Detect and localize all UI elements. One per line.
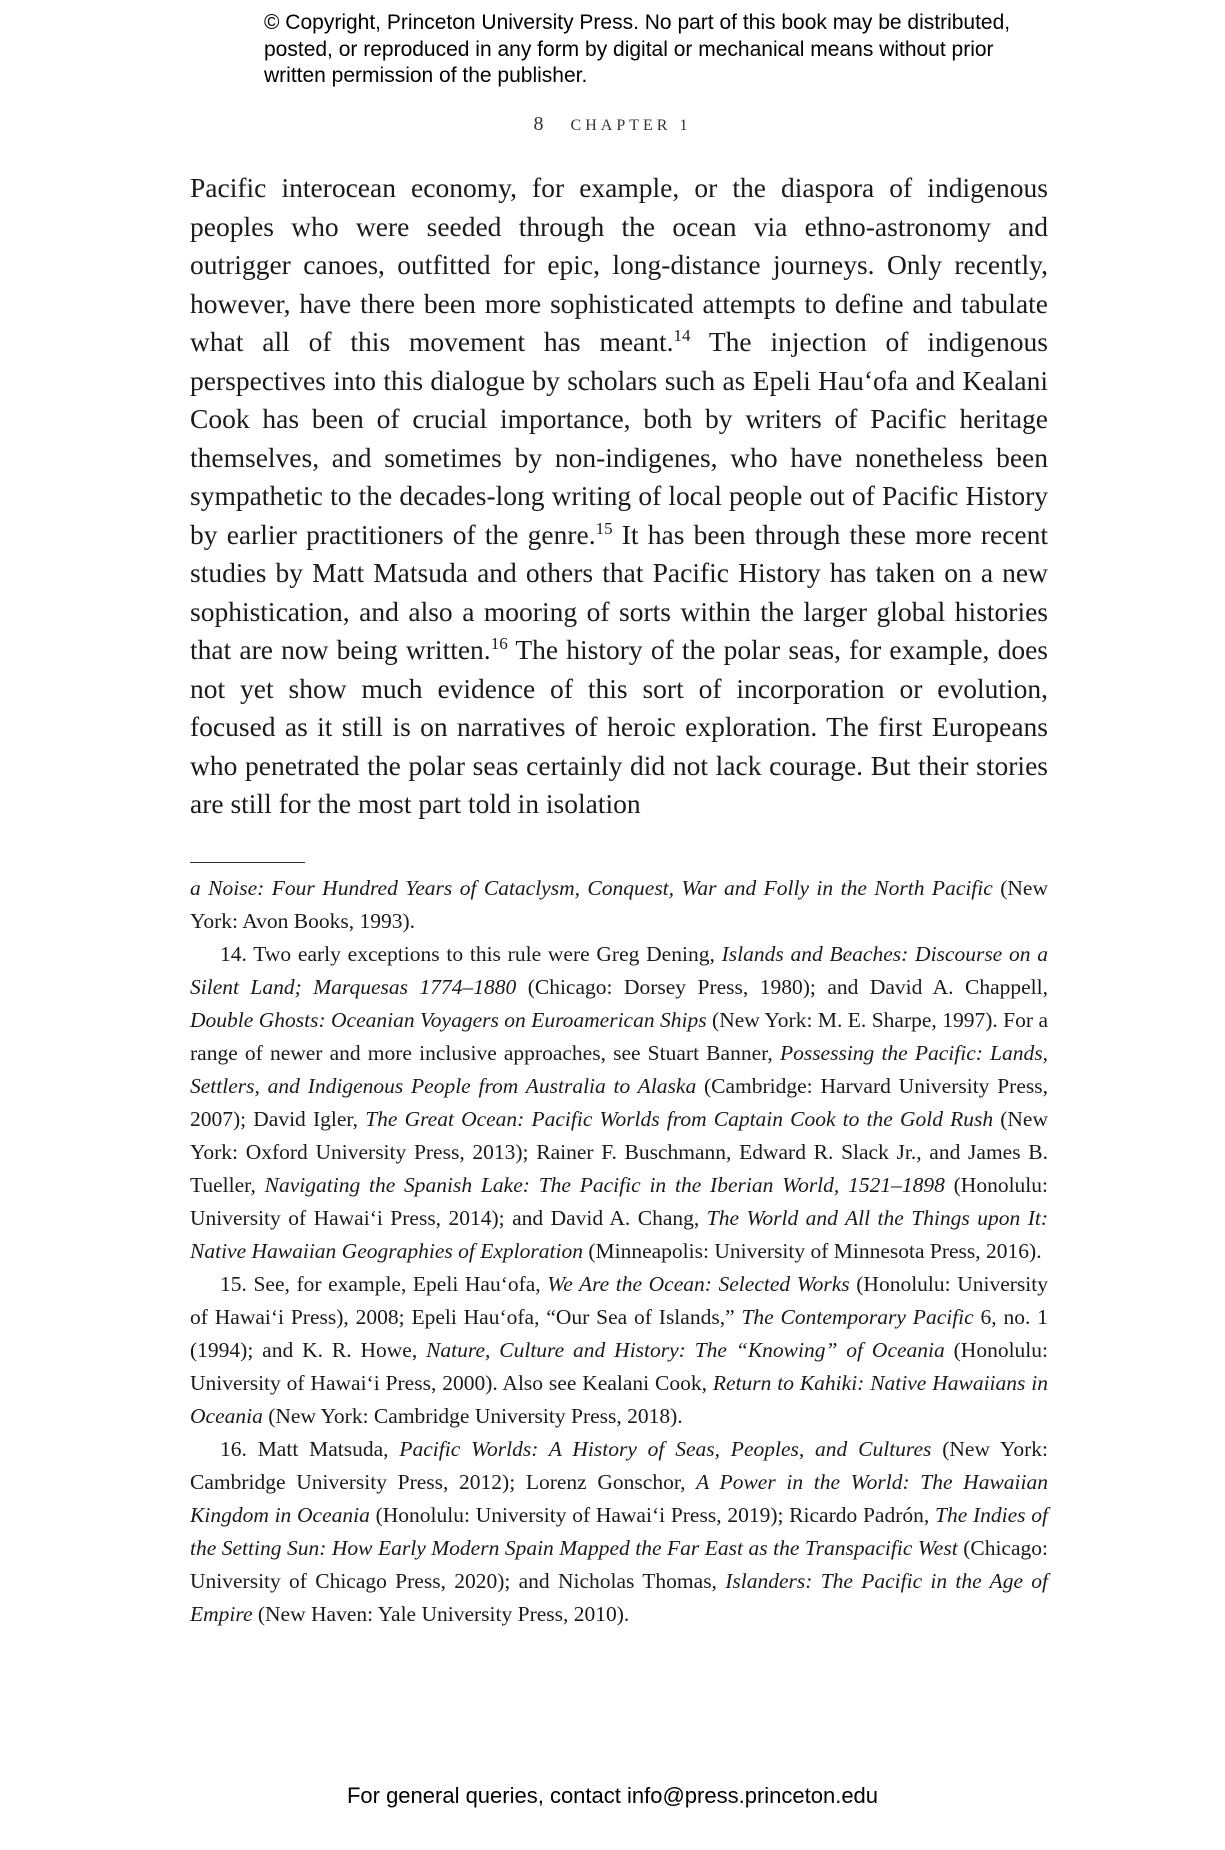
cited-title: The Indies of the Setting Sun: How Early Modern Spain Mapped the Far East as the Transpacific West	[190, 1503, 1048, 1560]
cited-title: Nature, Culture and History: The “Knowing” of Oceania	[426, 1338, 945, 1362]
main-text	[190, 169, 1048, 824]
footnote-text: 14. Two early exceptions to this rule were Greg Dening,	[220, 942, 722, 966]
footnote-text: (Chicago: Dorsey Press, 1980); and David A. Chappell,	[516, 975, 1049, 999]
cited-title: Double Ghosts: Oceanian Voyagers on Euroamerican Ships	[190, 1008, 707, 1032]
footnote-text: (Honolulu: University of Hawaiʻi Press, 2019); Ricardo Padrón,	[369, 1503, 935, 1527]
footnote-text: (New York: Oxford University Press, 2013); Rainer F. Buschmann, Edward R. Slack Jr., and James B. Tueller,	[190, 1107, 1048, 1197]
cited-title: Islands and Beaches: Discourse on a Silent Land; Marquesas 1774–1880	[190, 942, 1049, 999]
cited-title: We Are the Ocean: Selected Works	[547, 1272, 850, 1296]
footnote-text: 15. See, for example, Epeli Hauʻofa,	[220, 1272, 548, 1296]
body-text-segment: Pacific interocean economy, for example, or the diaspora of indigenous peoples who were seeded through the ocean via ethno-astronomy and outrigger canoes, outfitted for epic, long-distance journeys. Only recently, however, have there been more sophisticated attempts to define and tabulate what all of this movement has meant.	[190, 172, 1048, 357]
footnote-text: 16. Matt Matsuda,	[220, 1437, 400, 1461]
cited-title: a Noise: Four Hundred Years of Cataclysm, Conquest, War and Folly in the North Pacific	[190, 876, 993, 900]
body-text-segment: It has been through these more recent studies by Matt Matsuda and others that Pacific History has taken on a new sophistication, and also a mooring of sorts within the larger global histories that are now being written.	[190, 518, 1049, 665]
cited-title: The Great Ocean: Pacific Worlds from Captain Cook to the Gold Rush	[365, 1107, 994, 1131]
footnote-ref-14: 14	[673, 325, 691, 345]
footnote-text: (Minneapolis: University of Minnesota Press, 2016).	[582, 1239, 1042, 1263]
footnote-16	[190, 1433, 1048, 1631]
footnote-text: (New York: Cambridge University Press, 2012); Lorenz Gonschor,	[190, 1437, 1049, 1494]
footnote-text: (Honolulu: University of Hawaiʻi Press, 2000). Also see Kealani Cook,	[190, 1338, 1048, 1395]
footnote-text: (Cambridge: Harvard University Press, 2007); David Igler,	[190, 1074, 1048, 1131]
cited-title: A Power in the World: The Hawaiian Kingdom in Oceania	[190, 1470, 1048, 1527]
footnote-text: 6, no. 1 (1994); and K. R. Howe,	[190, 1305, 1048, 1362]
footer-contact: For general queries, contact info@press.princeton.edu	[346, 1783, 879, 1808]
body-paragraph	[190, 169, 1048, 824]
footnote-continuation	[190, 872, 1048, 938]
footnotes	[190, 872, 1048, 1631]
chapter-label: CHAPTER 1	[570, 117, 692, 134]
footnote-ref-16: 16	[490, 633, 508, 653]
footnote-divider	[190, 862, 305, 863]
running-head	[0, 113, 1225, 136]
cited-title: Pacific Worlds: A History of Seas, Peoples, and Cultures	[399, 1437, 932, 1461]
footnote-text: (New Haven: Yale University Press, 2010).	[252, 1602, 630, 1626]
cited-title: The World and All the Things upon It: Native Hawaiian Geographies of Exploration	[190, 1206, 1048, 1263]
cited-title: Possessing the Pacific: Lands, Settlers, and Indigenous People from Australia to Alaska	[190, 1041, 1048, 1098]
footnote-text: (Honolulu: University of Hawaiʻi Press, 2014); and David A. Chang,	[190, 1173, 1049, 1230]
body-text-segment: The history of the polar seas, for example, does not yet show much evidence of this sort of incorporation or evolution, focused as it still is on narratives of heroic exploration. The first Europeans who penetrated the polar seas certainly did not lack courage. But their stories are still for the most part told in isolation	[190, 634, 1049, 819]
footnote-14	[190, 938, 1048, 1268]
footnote-text: (Honolulu: University of Hawaiʻi Press), 2008; Epeli Hauʻofa, “Our Sea of Islands,”	[190, 1272, 1048, 1329]
copyright-notice: © Copyright, Princeton University Press. No part of this book may be distributed, posted, or reproduced in any form by digital or mechanical means without prior written permission of the publisher.	[264, 11, 1011, 87]
footnote-text: (New York: M. E. Sharpe, 1997). For a range of newer and more inclusive approaches, see Stuart Banner,	[190, 1008, 1048, 1065]
cited-title: Return to Kahiki: Native Hawaiians in Oceania	[190, 1371, 1048, 1428]
cited-title: Navigating the Spanish Lake: The Pacific in the Iberian World, 1521–1898	[264, 1173, 945, 1197]
cited-title: The Contemporary Pacific	[741, 1305, 974, 1329]
body-text-segment: The injection of indigenous perspectives into this dialogue by scholars such as Epeli Hauʻofa and Kealani Cook has been of crucial importance, both by writers of Pacific heritage themselves, and sometimes by non-indigenes, who have nonetheless been sympathetic to the decades-long writing of local people out of Pacific History by earlier practitioners of the genre.	[190, 326, 1049, 550]
footnote-ref-15: 15	[595, 518, 613, 538]
footnote-text: (New York: Avon Books, 1993).	[190, 876, 1048, 933]
page-number: 8	[533, 113, 544, 135]
footnote-text: (New York: Cambridge University Press, 2018).	[262, 1404, 683, 1428]
footnote-text: (Chicago: University of Chicago Press, 2020); and Nicholas Thomas,	[190, 1536, 1048, 1593]
cited-title: Islanders: The Pacific in the Age of Empire	[190, 1569, 1048, 1626]
footnote-15	[190, 1268, 1048, 1433]
